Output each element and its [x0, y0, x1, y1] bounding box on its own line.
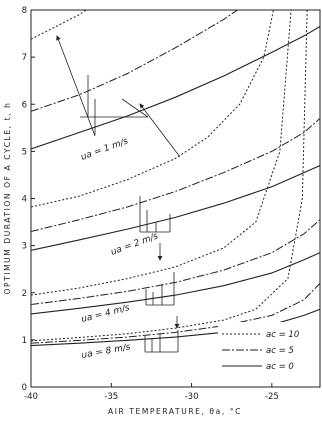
y-axis-title: OPTIMUM DURATION OF A CYCLE, t, h [3, 101, 12, 295]
series-line-4 [31, 118, 320, 231]
annotation-ua2: ua = 2 m/s [109, 231, 160, 258]
series-line-5 [31, 166, 320, 251]
y-tick-label: 8 [21, 6, 27, 16]
annotation-ua1: ua = 1 m/s [79, 136, 130, 163]
x-tick-label: -30 [184, 392, 199, 402]
x-axis-title: AIR TEMPERATURE, θa, °C [108, 407, 242, 416]
x-tick-label: -40 [24, 392, 38, 402]
y-tick-label: 1 [21, 335, 27, 346]
y-tick-label: 3 [21, 241, 27, 252]
y-tick-label: 4 [21, 194, 27, 205]
annotation-ua8: ua = 8 m/s [80, 342, 132, 361]
series-layer [31, 0, 320, 346]
series-line-7 [31, 220, 320, 305]
series-line-0 [31, 0, 253, 39]
y-tick-label: 2 [21, 288, 27, 299]
series-line-6 [31, 10, 291, 295]
series-line-8 [31, 253, 320, 314]
arrow-ua2 [140, 104, 180, 157]
series-line-3 [31, 10, 273, 207]
y-tick-label: 7 [21, 53, 27, 64]
annotation-ua4: ua = 4 m/s [80, 303, 131, 325]
y-tick-label: 0 [21, 383, 27, 393]
x-tick-label: -35 [104, 392, 119, 402]
legend [218, 322, 318, 376]
annotation-markers [57, 36, 180, 352]
legend-label-ac5: ac = 5 [266, 346, 294, 356]
y-tick-label: 6 [21, 100, 27, 111]
y-tick-label: 5 [21, 147, 27, 158]
bracket-ua1 [80, 75, 148, 117]
bracket-ua4 [146, 272, 174, 305]
arrow-ua1 [57, 36, 95, 136]
x-tick-label: -25 [264, 392, 279, 402]
series-line-2 [31, 26, 320, 149]
series-line-9 [31, 10, 307, 341]
legend-label-ac10: ac = 10 [266, 330, 300, 340]
legend-label-ac0: ac = 0 [266, 362, 294, 372]
